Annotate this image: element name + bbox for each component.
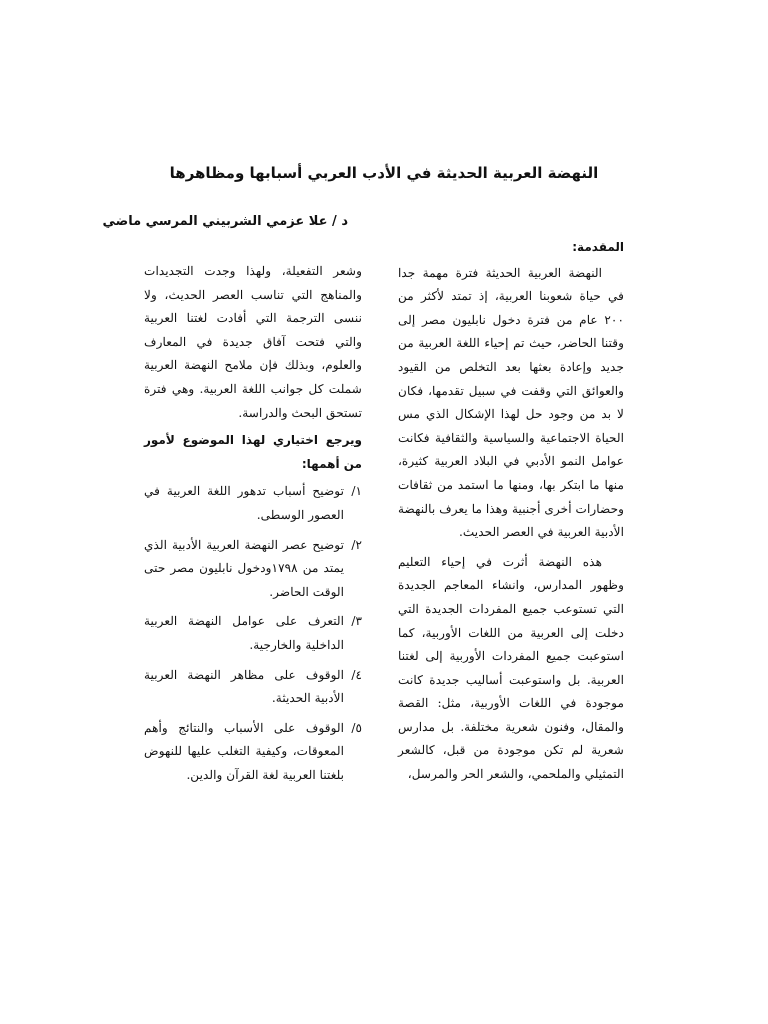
reasons-intro: ويرجع اختياري لهذا الموضوع لأمور من أهمها:	[144, 433, 362, 471]
article-title: النهضة العربية الحديثة في الأدب العربي أسبابها ومظاهرها	[169, 164, 599, 182]
list-item-text: الوقوف على الأسباب والنتائج وأهم المعوقات، وكيفية التغلب عليها للنهوض بلغتنا العربية لغة القرآن والدين.	[144, 720, 344, 782]
introduction-heading: المقدمة:	[572, 240, 624, 254]
continuation-paragraph: وشعر التفعيلة، ولهذا وجدت التجديدات والمناهج التي تناسب العصر الحديث، ولا ننسى الترجمة التي أفادت لغتنا العربية والتي فتحت آفاق جديدة في المعارف والعلوم، وبذلك فإن ملامح النهضة العربية شملت كل جوانب اللغة العربية. وهي فترة تستحق البحث والدراسة.	[144, 264, 362, 420]
list-item-text: توضيح أسباب تدهور اللغة العربية في العصور الوسطى.	[144, 484, 344, 522]
list-item-text: توضيح عصر النهضة العربية الأدبية الذي يمتد من ١٧٩٨ودخول نابليون مصر حتى الوقت الحاضر.	[144, 537, 344, 599]
list-item-number: ٥/	[351, 720, 362, 735]
list-item-text: التعرف على عوامل النهضة العربية الداخلية والخارجية.	[144, 614, 344, 652]
list-item	[144, 534, 362, 605]
introduction-paragraph-1: النهضة العربية الحديثة فترة مهمة جدا في حياة شعوبنا العربية، إذ تمتد لأكثر من ٢٠٠ عام من فترة دخول نابليون مصر إلى وقتنا الحاضر، حيث تم إحياء اللغة العربية من جديد وإعادة بعثها بعد التخلص من القيود والعوائق التي وقفت في سبيل تقدمها، فكان لا بد من وجود حل لهذا الإشكال الذي مس الحياة الاجتماعية والسياسية والثقافية فكانت عوامل النمو الأدبي في البلاد العربية كثيرة، منها ما ابتكر بها، ومنها ما استمد من ثقافات وحضارات أخرى أجنبية وهذا ما يعرف بالنهضة الأدبية العربية في العصر الحديث.	[398, 265, 624, 540]
left-column	[144, 260, 362, 793]
list-item-number: ٢/	[351, 537, 362, 552]
introduction-paragraph-2: هذه النهضة أثرت في إحياء التعليم وظهور المدارس، وانشاء المعاجم الجديدة التي تستوعب جميع المفردات الجديدة التي دخلت إلى العربية من اللغات الأوربية، كما استوعبت جميع المفردات الأوربية إلى لغتنا العربية. بل واستوعبت أساليب جديدة كانت موجودة في اللغات الأوربية، مثل: القصة والمقال، وفنون شعرية مختلفة. بل مدارس شعرية لم تكن موجودة من قبل، كالشعر التمثيلي والملحمي، والشعر الحر والمرسل،	[398, 554, 624, 782]
list-item-number: ٣/	[351, 614, 362, 629]
list-item-number: ١/	[351, 484, 362, 499]
reasons-list	[144, 480, 362, 787]
author-name: د / علا عزمي الشربيني المرسي ماضي	[102, 214, 348, 229]
right-column	[398, 236, 624, 787]
list-item	[144, 480, 362, 527]
list-item-text: الوقوف على مظاهر النهضة العربية الأدبية الحديثة.	[144, 667, 344, 706]
list-item	[144, 717, 362, 788]
list-item	[144, 610, 362, 657]
list-item-number: ٤/	[351, 667, 362, 682]
list-item	[144, 664, 362, 711]
